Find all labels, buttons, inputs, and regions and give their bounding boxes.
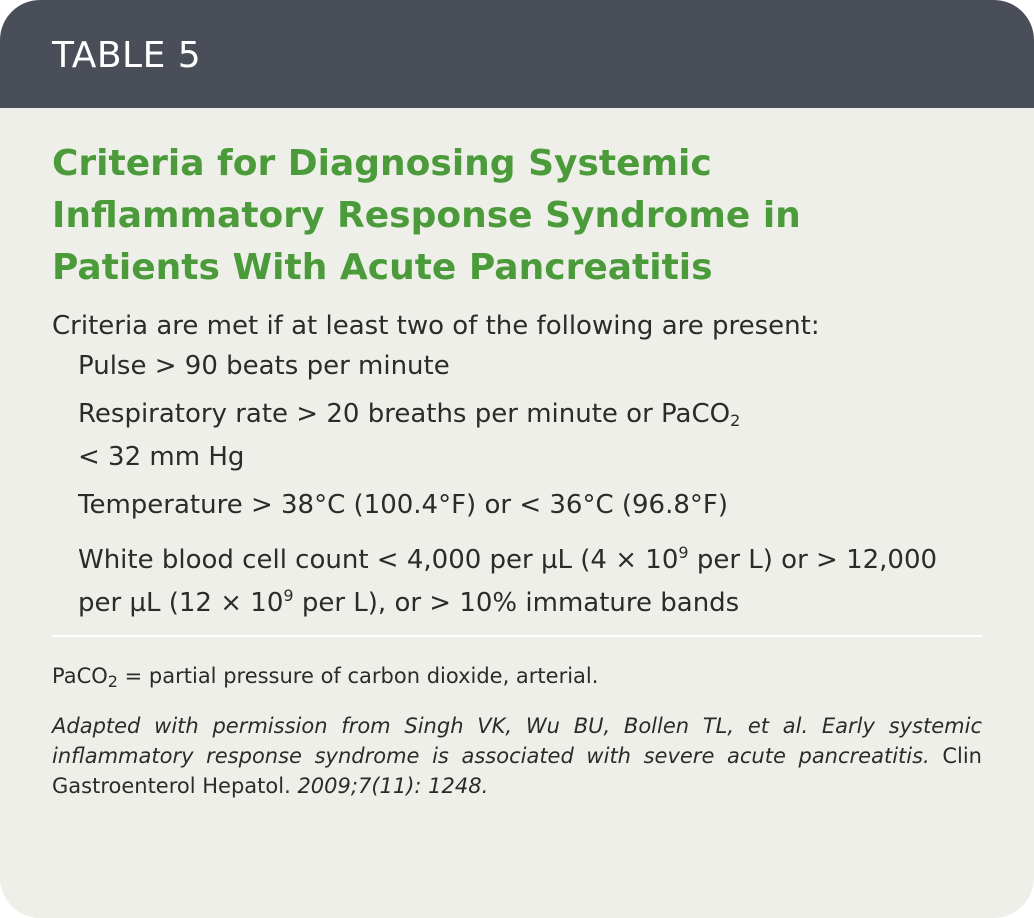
divider [52, 635, 982, 637]
table-content [0, 138, 1034, 801]
criterion-temperature [78, 487, 982, 523]
criterion-wbc-part2: per L) or > 12,000 per µL (12 × 10 [78, 545, 938, 618]
criterion-respiratory-text: Respiratory rate > 20 breaths per minute or PaCO [78, 399, 731, 429]
table-label: TABLE 5 [52, 35, 202, 76]
source-citation [52, 711, 982, 801]
subscript-2: 2 [107, 672, 118, 691]
criteria-list [52, 348, 982, 621]
footnote-definition: = partial pressure of carbon dioxide, arterial. [117, 664, 599, 688]
criterion-respiratory [78, 396, 982, 475]
abbreviation-footnote [52, 661, 982, 697]
footnote-term: PaCO [52, 664, 108, 688]
superscript-9: 9 [678, 543, 689, 562]
table-header [0, 0, 1034, 108]
table-title: Criteria for Diagnosing Systemic Inflammatory Response Syndrome in Patients With Acute Pancreatitis [52, 143, 801, 288]
citation-journal: Clin Gastroenterol Hepatol. [52, 744, 982, 798]
criterion-pulse [78, 348, 982, 384]
citation-volume: 2009;7(11): 1248. [297, 774, 489, 798]
citation-italic: Adapted with permission from Singh VK, Wu BU, Bollen TL, et al. Early systemic inflammatory response syndrome is associated with severe acute pancreatitis. [52, 714, 982, 768]
criterion-pulse-text: Pulse > 90 beats per minute [78, 351, 450, 381]
criterion-wbc-part1: White blood cell count < 4,000 per µL (4 × 10 [78, 545, 679, 575]
criterion-temperature-text: Temperature > 38°C (100.4°F) or < 36°C (96.8°F) [78, 490, 728, 520]
criterion-respiratory-tail: < 32 mm Hg [78, 442, 245, 472]
criterion-wbc [78, 535, 982, 621]
criterion-wbc-part3: per L), or > 10% immature bands [293, 588, 740, 618]
subscript-2: 2 [730, 411, 741, 430]
criteria-intro: Criteria are met if at least two of the following are present: [52, 311, 820, 341]
superscript-9: 9 [283, 586, 294, 605]
